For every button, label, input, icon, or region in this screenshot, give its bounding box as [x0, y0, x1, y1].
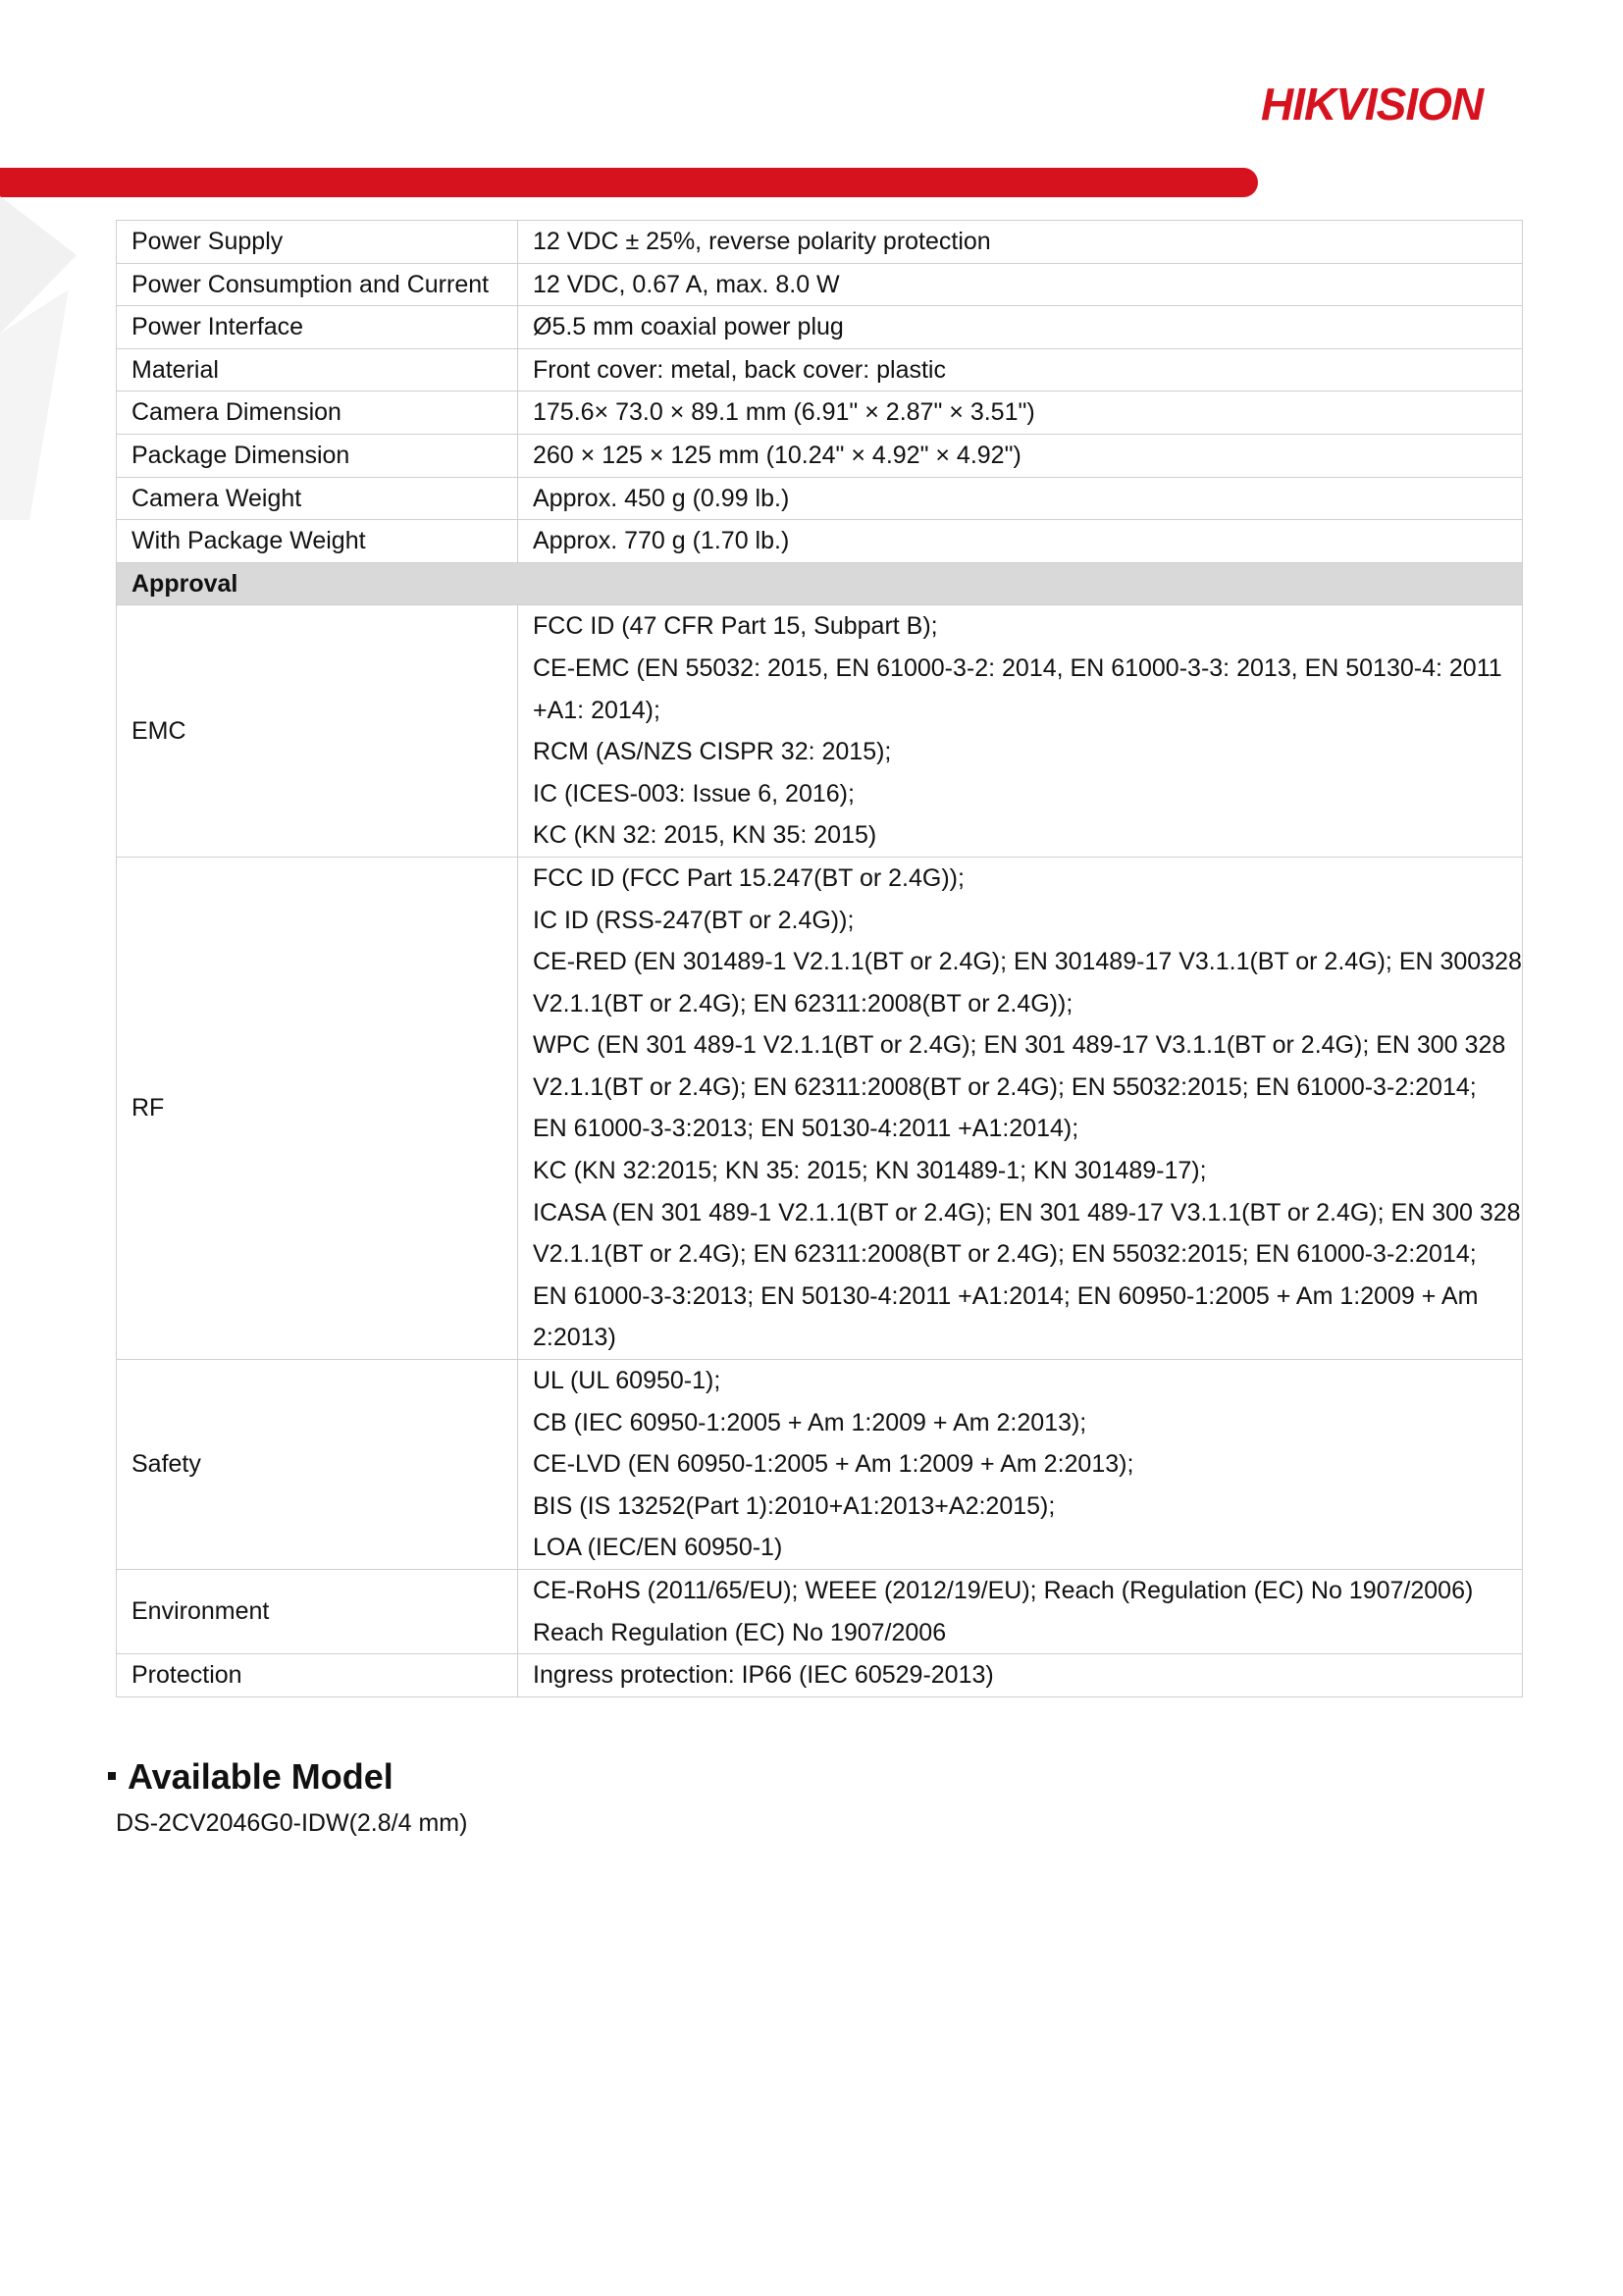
- spec-row-rf: [117, 857, 1523, 1359]
- spec-row-material: [117, 348, 1523, 391]
- spec-value-line: IC (ICES-003: Issue 6, 2016);: [533, 779, 855, 808]
- spec-value-multiline: [518, 1570, 1523, 1654]
- spec-value-line: ICASA (EN 301 489-1 V2.1.1(BT or 2.4G); EN 301 489-17 V3.1.1(BT or 2.4G); EN 300 328: [533, 1198, 1521, 1226]
- spec-value-line: EN 61000-3-3:2013; EN 50130-4:2011 +A1:2014; EN 60950-1:2005 + Am 1:2009 + Am: [533, 1281, 1479, 1310]
- spec-value: 175.6× 73.0 × 89.1 mm (6.91" × 2.87" × 3.51"): [518, 391, 1523, 435]
- spec-row-power-supply: [117, 221, 1523, 264]
- spec-key: Camera Dimension: [117, 391, 518, 435]
- spec-value: 260 × 125 × 125 mm (10.24" × 4.92" × 4.92"): [518, 434, 1523, 477]
- spec-value: 12 VDC ± 25%, reverse polarity protection: [518, 221, 1523, 264]
- available-model-title: Available Model: [128, 1756, 393, 1797]
- spec-key: Power Interface: [117, 306, 518, 349]
- spec-value: Approx. 770 g (1.70 lb.): [518, 520, 1523, 563]
- bullet-square-icon: [108, 1772, 116, 1780]
- spec-value-line: KC (KN 32: 2015, KN 35: 2015): [533, 821, 877, 850]
- spec-value: Approx. 450 g (0.99 lb.): [518, 477, 1523, 520]
- spec-key: Power Consumption and Current: [117, 263, 518, 306]
- spec-value-line: KC (KN 32:2015; KN 35: 2015; KN 301489-1; KN 301489-17);: [533, 1157, 1207, 1185]
- spec-row-emc: [117, 605, 1523, 858]
- spec-key: Environment: [117, 1570, 518, 1654]
- spec-row-power-consumption: [117, 263, 1523, 306]
- model-number: DS-2CV2046G0-IDW(2.8/4 mm): [116, 1809, 468, 1837]
- spec-row-safety: [117, 1360, 1523, 1570]
- spec-value-multiline: [518, 857, 1523, 1359]
- spec-key: Power Supply: [117, 221, 518, 264]
- spec-key: EMC: [117, 605, 518, 858]
- available-model-heading: [108, 1753, 393, 1800]
- spec-row-protection: [117, 1654, 1523, 1697]
- spec-value-multiline: [518, 1654, 1523, 1697]
- spec-value-line: BIS (IS 13252(Part 1):2010+A1:2013+A2:2015);: [533, 1491, 1056, 1520]
- spec-key: Material: [117, 348, 518, 391]
- spec-row-package-weight: [117, 520, 1523, 563]
- spec-value-line: V2.1.1(BT or 2.4G); EN 62311:2008(BT or 2.4G); EN 55032:2015; EN 61000-3-2:2014;: [533, 1072, 1477, 1101]
- spec-rows-approval: [117, 562, 1523, 1696]
- spec-value: Ø5.5 mm coaxial power plug: [518, 306, 1523, 349]
- spec-row-power-interface: [117, 306, 1523, 349]
- header-accent-bar: [0, 168, 1258, 197]
- spec-value-line: CE-RED (EN 301489-1 V2.1.1(BT or 2.4G); EN 301489-17 V3.1.1(BT or 2.4G); EN 300328: [533, 948, 1522, 976]
- section-title: Approval: [117, 562, 1523, 605]
- spec-value: Front cover: metal, back cover: plastic: [518, 348, 1523, 391]
- spec-value-line: 2:2013): [533, 1324, 616, 1352]
- spec-value-line: RCM (AS/NZS CISPR 32: 2015);: [533, 738, 892, 766]
- spec-key: RF: [117, 857, 518, 1359]
- spec-value-line: CE-EMC (EN 55032: 2015, EN 61000-3-2: 2014, EN 61000-3-3: 2013, EN 50130-4: 2011: [533, 653, 1502, 682]
- spec-value-line: WPC (EN 301 489-1 V2.1.1(BT or 2.4G); EN 301 489-17 V3.1.1(BT or 2.4G); EN 300 328: [533, 1031, 1506, 1060]
- spec-value-line: CE-RoHS (2011/65/EU); WEEE (2012/19/EU); Reach (Regulation (EC) No 1907/2006): [533, 1577, 1474, 1604]
- specification-table: [116, 220, 1523, 1697]
- spec-key: Camera Weight: [117, 477, 518, 520]
- spec-value-line: EN 61000-3-3:2013; EN 50130-4:2011 +A1:2014);: [533, 1115, 1079, 1143]
- spec-value-multiline: [518, 1360, 1523, 1570]
- spec-rows-general: [117, 221, 1523, 563]
- hikvision-logo: [1259, 77, 1555, 128]
- spec-value-line: CB (IEC 60950-1:2005 + Am 1:2009 + Am 2:2013);: [533, 1408, 1087, 1436]
- spec-row-camera-dimension: [117, 391, 1523, 435]
- spec-key: With Package Weight: [117, 520, 518, 563]
- spec-row-environment: [117, 1570, 1523, 1654]
- spec-value-line: IC ID (RSS-247(BT or 2.4G));: [533, 906, 855, 934]
- spec-value-line: V2.1.1(BT or 2.4G); EN 62311:2008(BT or 2.4G); EN 55032:2015; EN 61000-3-2:2014;: [533, 1240, 1477, 1269]
- spec-value-line: +A1: 2014);: [533, 696, 660, 724]
- logo-text-hik: HIKVISION: [1261, 78, 1484, 128]
- spec-row-package-dimension: [117, 434, 1523, 477]
- spec-value-line: FCC ID (47 CFR Part 15, Subpart B);: [533, 612, 938, 641]
- spec-value-line: FCC ID (FCC Part 15.247(BT or 2.4G));: [533, 863, 965, 892]
- spec-value-line: V2.1.1(BT or 2.4G); EN 62311:2008(BT or 2.4G));: [533, 989, 1073, 1018]
- spec-value-multiline: [518, 605, 1523, 858]
- section-header-approval: [117, 562, 1523, 605]
- spec-value-line: CE-LVD (EN 60950-1:2005 + Am 1:2009 + Am 2:2013);: [533, 1450, 1134, 1479]
- spec-value: 12 VDC, 0.67 A, max. 8.0 W: [518, 263, 1523, 306]
- spec-key: Protection: [117, 1654, 518, 1697]
- spec-key: Package Dimension: [117, 434, 518, 477]
- spec-row-camera-weight: [117, 477, 1523, 520]
- spec-value-line: Ingress protection: IP66 (IEC 60529-2013): [533, 1661, 994, 1690]
- spec-value-line: Reach Regulation (EC) No 1907/2006: [533, 1618, 947, 1646]
- spec-value-line: UL (UL 60950-1);: [533, 1367, 721, 1395]
- watermark-graphic: [0, 196, 88, 530]
- spec-value-line: LOA (IEC/EN 60950-1): [533, 1534, 783, 1562]
- spec-key: Safety: [117, 1360, 518, 1570]
